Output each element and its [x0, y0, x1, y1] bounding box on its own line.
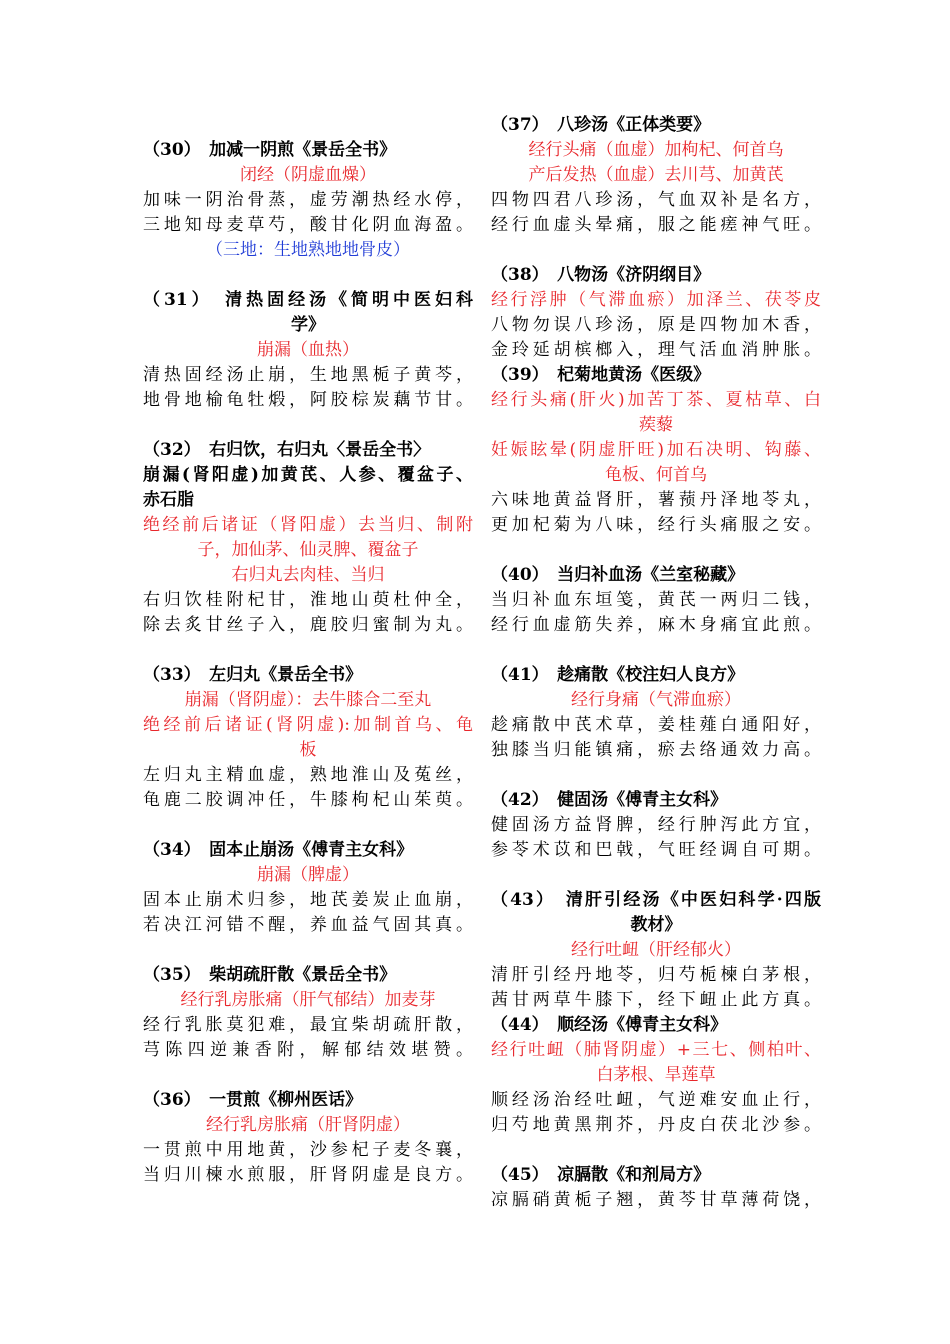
- indication-note: 龟板、何首乌: [605, 465, 707, 485]
- indication-note: 板: [299, 740, 317, 760]
- verse-line: 右归饮桂附杞甘，淮地山萸杜仲全，: [143, 590, 473, 610]
- verse-line: 除去炙甘丝子入，鹿胶归蜜制为丸。: [143, 615, 473, 635]
- indication-note: 产后发热（血虚）去川芎、加黄芪: [528, 165, 784, 185]
- formula-heading: （32） 右归饮，右归丸〈景岳全书〉: [143, 440, 431, 460]
- formula-heading: （35） 柴胡疏肝散《景岳全书》: [143, 965, 397, 985]
- verse-line: 茜甘两草牛膝下，经下衄止此方真。: [491, 990, 821, 1010]
- verse-line: 芎陈四逆兼香附，解郁结效堪赞。: [143, 1040, 473, 1060]
- formula-heading: （34） 固本止崩汤《傅青主女科》: [143, 840, 414, 860]
- formula-heading: （43） 清肝引经汤《中医妇科学·四版: [491, 890, 821, 910]
- verse-line: 顺经汤治经吐衄，气逆难安血止行，: [491, 1090, 821, 1110]
- verse-line: 独膝当归能镇痛，瘀去络通效力高。: [491, 740, 821, 760]
- indication-note: 蒺藜: [639, 415, 673, 435]
- formula-heading: 赤石脂: [143, 490, 194, 510]
- indication-note: 崩漏（血热）: [257, 340, 359, 360]
- formula-heading: （31） 清热固经汤《简明中医妇科: [143, 290, 473, 310]
- formula-heading: 崩漏(肾阳虚)加黄芪、人参、覆盆子、: [143, 465, 473, 485]
- verse-line: 经行血虚筋失养，麻木身痛宜此煎。: [491, 615, 821, 635]
- indication-note: 闭经（阴虚血燥）: [240, 165, 376, 185]
- indication-note: 崩漏（脾虚）: [257, 865, 359, 885]
- formula-heading: （40） 当归补血汤《兰室秘藏》: [491, 565, 745, 585]
- formula-heading: （33） 左归丸《景岳全书》: [143, 665, 363, 685]
- indication-note: 经行头痛（血虚）加枸杞、何首乌: [528, 140, 784, 160]
- indication-note: 经行吐衄（肝经郁火）: [571, 940, 741, 960]
- indication-note: 右归丸去肉桂、当归: [231, 565, 385, 585]
- formula-heading: （30） 加减一阴煎《景岳全书》: [143, 140, 397, 160]
- formula-heading: （39） 杞菊地黄汤《医级》: [491, 365, 711, 385]
- formula-heading: （36） 一贯煎《柳州医话》: [143, 1090, 363, 1110]
- verse-line: 四物四君八珍汤，气血双补是名方，: [491, 190, 821, 210]
- verse-line: 八物勿误八珍汤，原是四物加木香，: [491, 315, 821, 335]
- indication-note: 经行乳房胀痛（肝肾阴虚）: [206, 1115, 410, 1135]
- indication-note: 子，加仙茅、仙灵脾、覆盆子: [197, 540, 419, 560]
- verse-line: 龟鹿二胶调冲任，牛膝枸杞山茱萸。: [143, 790, 473, 810]
- annotation-note: （三地：生地熟地地骨皮）: [206, 240, 410, 260]
- indication-note: 绝经前后诸证(肾阴虚):加制首乌、龟: [143, 715, 473, 735]
- formula-heading: （38） 八物汤《济阴纲目》: [491, 265, 711, 285]
- indication-note: 经行头痛(肝火)加苦丁茶、夏枯草、白: [491, 390, 821, 410]
- verse-line: 趁痛散中芪术草，姜桂薤白通阳好，: [491, 715, 821, 735]
- indication-note: 白茅根、旱莲草: [596, 1065, 716, 1085]
- indication-note: 经行浮肿（气滞血瘀）加泽兰、茯苓皮: [491, 290, 821, 310]
- verse-line: 固本止崩术归参，地芪姜炭止血崩，: [143, 890, 473, 910]
- verse-line: 地骨地榆龟牡煅，阿胶棕炭藕节甘。: [143, 390, 473, 410]
- verse-line: 当归补血东垣笺，黄芪一两归二钱，: [491, 590, 821, 610]
- indication-note: 经行吐衄（肺肾阴虚）+三七、侧柏叶、: [491, 1040, 821, 1060]
- verse-line: 参苓术苡和巴戟，气旺经调自可期。: [491, 840, 821, 860]
- formula-heading: （41） 趁痛散《校注妇人良方》: [491, 665, 745, 685]
- formula-heading: （45） 凉膈散《和剂局方》: [491, 1165, 711, 1185]
- verse-line: 三地知母麦草芍，酸甘化阴血海盈。: [143, 215, 473, 235]
- verse-line: 经行血虚头晕痛，服之能瘥神气旺。: [491, 215, 821, 235]
- verse-line: 凉膈硝黄栀子翘，黄芩甘草薄荷饶，: [491, 1190, 821, 1210]
- verse-line: 归芍地黄黑荆芥，丹皮白茯北沙参。: [491, 1115, 821, 1135]
- verse-line: 加味一阴治骨蒸，虚劳潮热经水停，: [143, 190, 473, 210]
- indication-note: 经行乳房胀痛（肝气郁结）加麦芽: [180, 990, 436, 1010]
- verse-line: 左归丸主精血虚，熟地淮山及菟丝，: [143, 765, 473, 785]
- indication-note: 妊娠眩晕(阴虚肝旺)加石决明、钩藤、: [491, 440, 821, 460]
- formula-heading: 教材》: [630, 915, 682, 935]
- indication-note: 崩漏（肾阴虚）：去牛膝合二至丸: [184, 690, 432, 710]
- verse-line: 健固汤方益肾脾，经行肿泻此方宜，: [491, 815, 821, 835]
- formula-heading: 学》: [291, 315, 325, 335]
- verse-line: 清肝引经丹地苓，归芍栀楝白茅根，: [491, 965, 821, 985]
- formula-heading: （44） 顺经汤《傅青主女科》: [491, 1015, 728, 1035]
- verse-line: 经行乳胀莫犯难，最宜柴胡疏肝散，: [143, 1015, 473, 1035]
- verse-line: 更加杞菊为八味，经行头痛服之安。: [491, 515, 821, 535]
- verse-line: 当归川楝水煎服，肝肾阴虚是良方。: [143, 1165, 473, 1185]
- indication-note: 经行身痛（气滞血瘀）: [571, 690, 741, 710]
- verse-line: 六味地黄益肾肝，薯蓣丹泽地苓丸，: [491, 490, 821, 510]
- formula-heading: （37） 八珍汤《正体类要》: [491, 115, 711, 135]
- verse-line: 金玲延胡槟榔入，理气活血消肿胀。: [491, 340, 821, 360]
- formula-heading: （42） 健固汤《傅青主女科》: [491, 790, 728, 810]
- verse-line: 若决江河错不醒，养血益气固其真。: [143, 915, 473, 935]
- verse-line: 清热固经汤止崩，生地黑栀子黄芩，: [143, 365, 473, 385]
- indication-note: 绝经前后诸证（肾阳虚）去当归、制附: [143, 515, 473, 535]
- verse-line: 一贯煎中用地黄，沙参杞子麦冬襄，: [143, 1140, 473, 1160]
